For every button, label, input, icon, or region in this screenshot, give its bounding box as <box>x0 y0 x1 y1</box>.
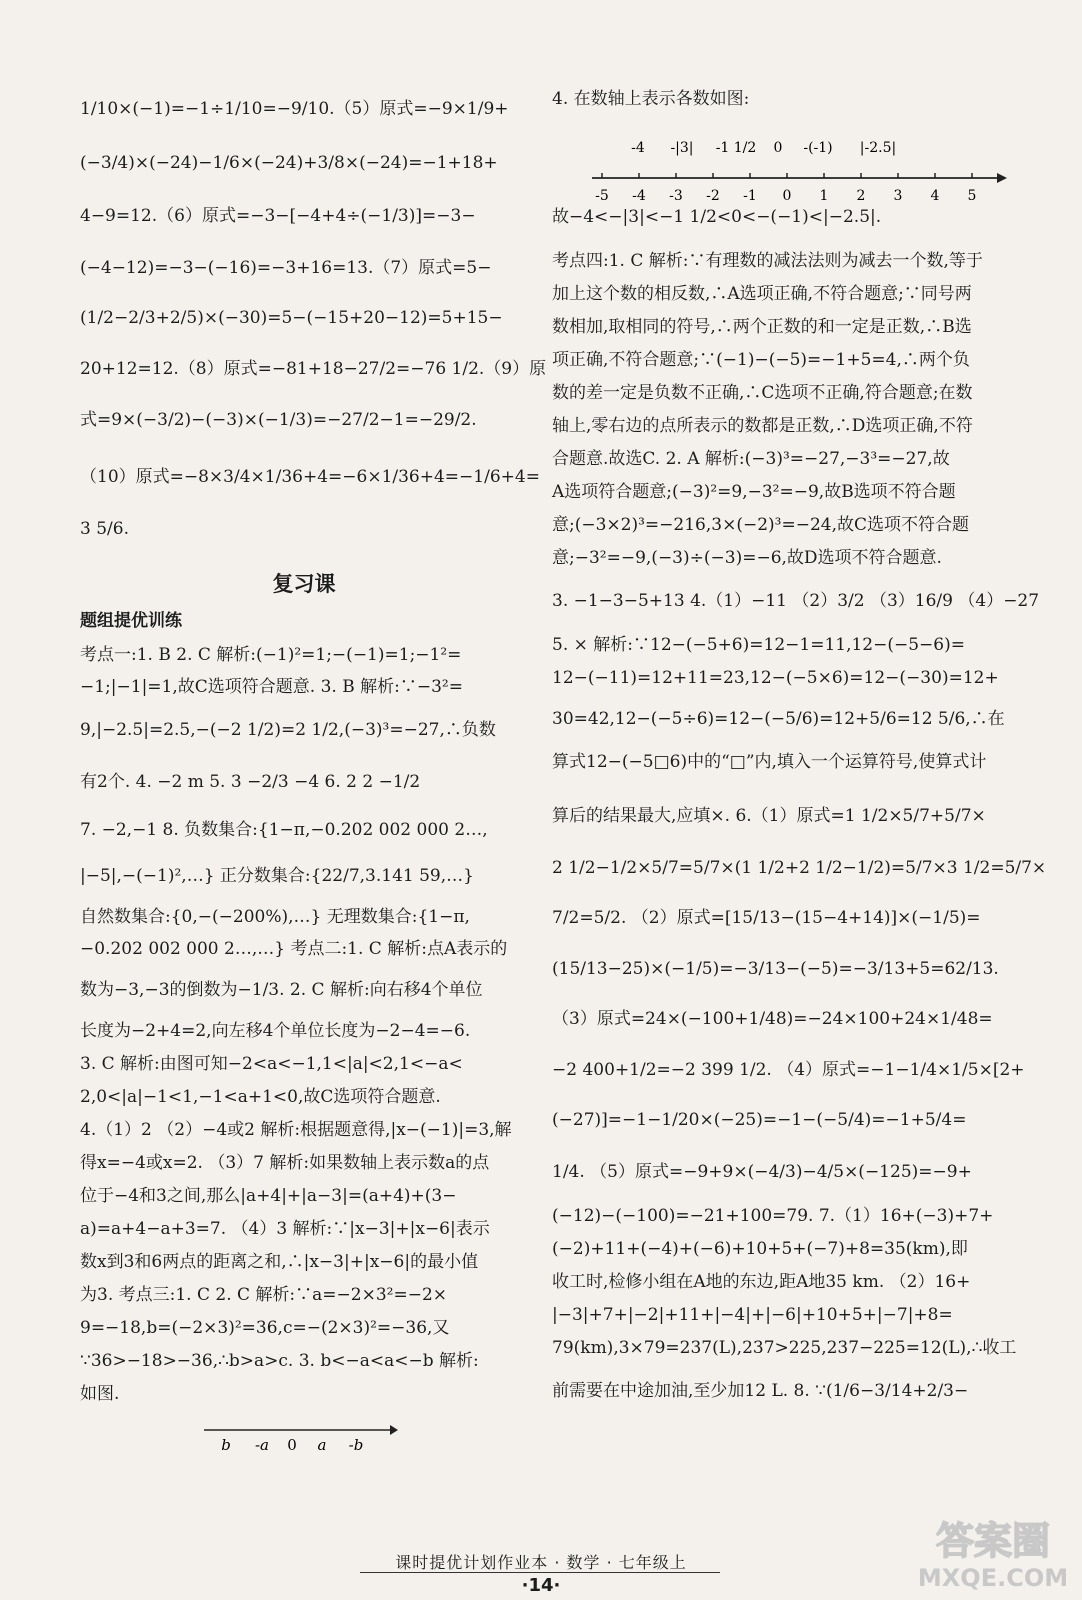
solution-line: 算后的结果最大,应填×. 6.（1）原式=1 1/2×5/7+5/7× <box>552 806 986 826</box>
tick-label: 5 <box>967 188 977 204</box>
review-line: ∵36>−18>−36,∴b>a>c. 3. b<−a<a<−b 解析: <box>80 1351 479 1371</box>
solution-line: 2 1/2−1/2×5/7=5/7×(1 1/2+2 1/2−1/2)=5/7×3 1/2=5/7× <box>552 858 1047 878</box>
solution-line: (−12)−(−100)=−21+100=79. 7.（1）16+(−3)+7+ <box>552 1206 994 1226</box>
axis-label-b: b <box>221 1436 231 1454</box>
solution-line: A选项符合题意;(−3)²=9,−3²=−9,故B选项不符合题 <box>552 482 956 502</box>
solution-line: 30=42,12−(−5÷6)=12−(−5/6)=12+5/6=12 5/6,∴在 <box>552 709 1005 729</box>
solution-line: 5. × 解析:∵12−(−5+6)=12−1=11,12−(−5−6)= <box>552 635 965 655</box>
review-line: a)=a+4−a+3=7. （4）3 解析:∵|x−3|+|x−6|表示 <box>80 1219 490 1239</box>
solution-line: 考点四:1. C 解析:∵有理数的减法法则为减去一个数,等于 <box>552 251 983 271</box>
solution-line: （10）原式=−8×3/4×1/36+4=−6×1/36+4=−1/6+4= <box>80 467 540 487</box>
review-line: −1;|−1|=1,故C选项符合题意. 3. B 解析:∵−3²= <box>80 677 463 697</box>
point-label: -4 <box>631 140 645 156</box>
solution-line: （3）原式=24×(−100+1/48)=−24×100+24×1/48= <box>552 1009 993 1029</box>
solution-line: 式=9×(−3/2)−(−3)×(−1/3)=−27/2−1=−29/2. <box>80 410 477 430</box>
point-label: |-2.5| <box>859 140 897 156</box>
book-title: 课时提优计划作业本 · 数学 · 七年级上 <box>395 1553 687 1572</box>
solution-line: 1/4. （5）原式=−9+9×(−4/3)−4/5×(−125)=−9+ <box>552 1162 972 1182</box>
review-line: 9,|−2.5|=2.5,−(−2 1/2)=2 1/2,(−3)³=−27,∴负数 <box>80 720 496 740</box>
tick-label: 4 <box>930 188 940 204</box>
solution-line: 4−9=12.（6）原式=−3−[−4+4÷(−1/3)]=−3− <box>80 206 476 226</box>
solution-line: |−3|+7+|−2|+11+|−4|+|−6|+10+5+|−7|+8= <box>552 1305 953 1325</box>
tick-label: 2 <box>856 188 866 204</box>
bottom-number-line <box>200 1418 400 1458</box>
axis-arrow <box>390 1425 398 1435</box>
review-line: −0.202 002 000 2…,…} 考点二:1. C 解析:点A表示的 <box>80 939 508 959</box>
review-line: 长度为−2+4=2,向左移4个单位长度为−2−4=−6. <box>80 1021 471 1041</box>
solution-line: 加上这个数的相反数,∴A选项正确,不符合题意;∵同号两 <box>552 284 972 304</box>
solution-line: (−4−12)=−3−(−16)=−3+16=13.（7）原式=5− <box>80 258 492 278</box>
intro-line: 4. 在数轴上表示各数如图: <box>552 89 750 109</box>
review-line: 3. C 解析:由图可知−2<a<−1,1<|a|<2,1<−a< <box>80 1054 463 1074</box>
axis-label-a: a <box>317 1436 327 1454</box>
solution-line: 数的差一定是负数不正确,∴C选项不正确,符合题意;在数 <box>552 383 973 403</box>
point-label: -|3| <box>670 140 694 156</box>
solution-line: 合题意.故选C. 2. A 解析:(−3)³=−27,−3³=−27,故 <box>552 449 950 469</box>
axis-label-neg-b: -b <box>348 1436 364 1454</box>
point-label: -(-1) <box>803 140 833 156</box>
solution-line: 3. −1−3−5+13 4.（1）−11 （2）3/2 （3）16/9 （4）−27 <box>552 591 1040 611</box>
review-line: 如图. <box>80 1384 120 1404</box>
solution-line: 20+12=12.（8）原式=−81+18−27/2=−76 1/2.（9）原 <box>80 359 547 379</box>
review-line: |−5|,−(−1)²,…} 正分数集合:{22/7,3.141 59,…} <box>80 866 474 886</box>
solution-line: (1/2−2/3+2/5)×(−30)=5−(−15+20−12)=5+15− <box>80 308 503 328</box>
tick-label: 3 <box>893 188 903 204</box>
solution-line: 意;(−3×2)³=−216,3×(−2)³=−24,故C选项不符合题 <box>552 515 969 535</box>
tick-label: -1 <box>743 188 757 204</box>
review-line: 7. −2,−1 8. 负数集合:{1−π,−0.202 002 000 2…, <box>80 820 488 840</box>
axis-label-neg-a: -a <box>254 1436 270 1454</box>
solution-line: 收工时,检修小组在A地的东边,距A地35 km. （2）16+ <box>552 1272 971 1292</box>
solution-line: 项正确,不符合题意;∵(−1)−(−5)=−1+5=4,∴两个负 <box>552 350 970 370</box>
solution-line: 意;−3²=−9,(−3)÷(−3)=−6,故D选项不符合题意. <box>552 548 942 568</box>
review-line: 位于−4和3之间,那么|a+4|+|a−3|=(a+4)+(3− <box>80 1186 457 1206</box>
tick-label: -4 <box>632 188 646 204</box>
point-label: -1 1/2 <box>715 140 757 156</box>
review-line: 自然数集合:{0,−(−200%),…} 无理数集合:{1−π, <box>80 907 470 927</box>
solution-line: 1/10×(−1)=−1÷1/10=−9/10.（5）原式=−9×1/9+ <box>80 99 509 119</box>
watermark-logo <box>918 1508 1068 1594</box>
number-line <box>592 118 1012 218</box>
tick-label: -3 <box>669 188 683 204</box>
review-line: 考点一:1. B 2. C 解析:(−1)²=1;−(−1)=1;−1²= <box>80 645 462 665</box>
solution-line: 算式12−(−5□6)中的“□”内,填入一个运算符号,使算式计 <box>552 752 987 772</box>
review-line: 数为−3,−3的倒数为−1/3. 2. C 解析:向右移4个单位 <box>80 980 483 1000</box>
tick-label: 1 <box>819 188 829 204</box>
review-line: 数x到3和6两点的距离之和,∴|x−3|+|x−6|的最小值 <box>80 1252 479 1272</box>
watermark-url: MXQE.COM <box>918 1564 1068 1592</box>
axis-arrow <box>997 173 1007 183</box>
solution-line: 3 5/6. <box>80 519 129 539</box>
solution-line: 12−(−11)=12+11=23,12−(−5×6)=12−(−30)=12+ <box>552 668 999 688</box>
section-title: 复习课 <box>272 572 336 596</box>
solution-line: 故−4<−|3|<−1 1/2<0<−(−1)<|−2.5|. <box>552 207 882 227</box>
review-line: 2,0<|a|−1<1,−1<a+1<0,故C选项符合题意. <box>80 1087 441 1107</box>
solution-line: −2 400+1/2=−2 399 1/2. （4）原式=−1−1/4×1/5×[2+ <box>552 1060 1025 1080</box>
review-line: 为3. 考点三:1. C 2. C 解析:∵a=−2×3²=−2× <box>80 1285 448 1305</box>
subsection-title: 题组提优训练 <box>80 611 182 631</box>
tick-label: -5 <box>595 188 609 204</box>
review-line: 9=−18,b=(−2×3)²=36,c=−(2×3)²=−36,又 <box>80 1318 450 1338</box>
page-number: ·14· <box>521 1575 561 1596</box>
solution-line: 7/2=5/2. （2）原式=[15/13−(15−4+14)]×(−1/5)= <box>552 908 981 928</box>
review-line: 4.（1）2 （2）−4或2 解析:根据题意得,|x−(−1)|=3,解 <box>80 1120 512 1140</box>
point-label: 0 <box>773 140 783 156</box>
solution-line: (−2)+11+(−4)+(−6)+10+5+(−7)+8=35(km),即 <box>552 1239 968 1259</box>
axis-label-zero: 0 <box>287 1436 297 1454</box>
watermark-text: 答案圈 <box>935 1519 1051 1563</box>
solution-line: 数相加,取相同的符号,∴两个正数的和一定是正数,∴B选 <box>552 317 972 337</box>
solution-line: 轴上,零右边的点所表示的数都是正数,∴D选项正确,不符 <box>552 416 973 436</box>
solution-line: (−27)]=−1−1/20×(−25)=−1−(−5/4)=−1+5/4= <box>552 1110 967 1130</box>
tick-label: -2 <box>706 188 720 204</box>
solution-line: (−3/4)×(−24)−1/6×(−24)+3/8×(−24)=−1+18+ <box>80 153 498 173</box>
solution-line: 79(km),3×79=237(L),237>225,237−225=12(L),∴收工 <box>552 1338 1017 1358</box>
review-line: 得x=−4或x=2. （3）7 解析:如果数轴上表示数a的点 <box>80 1153 490 1173</box>
review-line: 有2个. 4. −2 m 5. 3 −2/3 −4 6. 2 2 −1/2 <box>80 772 421 792</box>
solution-line: (15/13−25)×(−1/5)=−3/13−(−5)=−3/13+5=62/13. <box>552 959 999 979</box>
solution-line: 前需要在中途加油,至少加12 L. 8. ∵(1/6−3/14+2/3− <box>552 1381 969 1401</box>
tick-label: 0 <box>782 188 792 204</box>
